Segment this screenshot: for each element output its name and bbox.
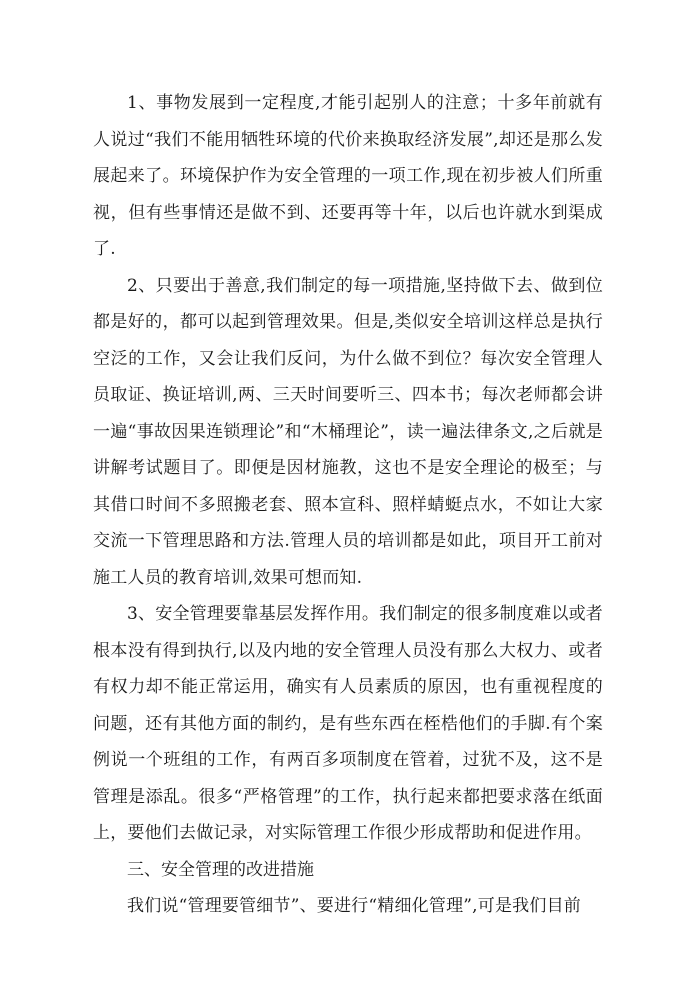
section-heading: 三、安全管理的改进措施: [127, 859, 314, 880]
paragraph-4: 我们说“管理要管细节”、要进行“精细化管理”,可是我们目前: [127, 896, 581, 916]
paragraph-2: 2、只要出于善意,我们制定的每一项措施,坚持做下去、做到位都是好的，都可以起到管理效果。但是,类似安全培训这样总是执行空泛的工作，又会让我们反问，为什么做不到位？每次安全管理人员取证、换证培训,两、三天时间要听三、四本书；每次老师都会讲一遍“事故因果连锁理论”和“木桶理论”，读一遍法律条文,之后就是讲解考试题目了。即便是因材施教，这也不是安全理论的极至；与其借口时间不多照搬老套、照本宣科、照样蜻蜓点水，不如让大家交流一下管理思路和方法.管理人员的培训都是如此，项目开工前对施工人员的教育培训,效果可想而知.: [93, 275, 603, 588]
paragraph-1: 1、事物发展到一定程度,才能引起别人的注意；十多年前就有人说过“我们不能用牺牲环境的代价来换取经济发展”,却还是那么发展起来了。环境保护作为安全管理的一项工作,现在初步被人们所重视，但有些事情还是做不到、还要再等十年，以后也许就水到渠成了.: [93, 93, 603, 259]
paragraph-3: 3、安全管理要靠基层发挥作用。我们制定的很多制度难以或者根本没有得到执行,以及内地的安全管理人员没有那么大权力、或者有权力却不能正常运用，确实有人员素质的原因，也有重视程度的问题，还有其他方面的制约，是有些东西在桎梏他们的手脚.有个案例说一个班组的工作，有两百多项制度在管着，过犹不及，这不是管理是添乱。很多“严格管理”的工作，执行起来都把要求落在纸面上，要他们去做记录，对实际管理工作很少形成帮助和促进作用。: [93, 604, 603, 843]
document-body: [93, 85, 603, 925]
